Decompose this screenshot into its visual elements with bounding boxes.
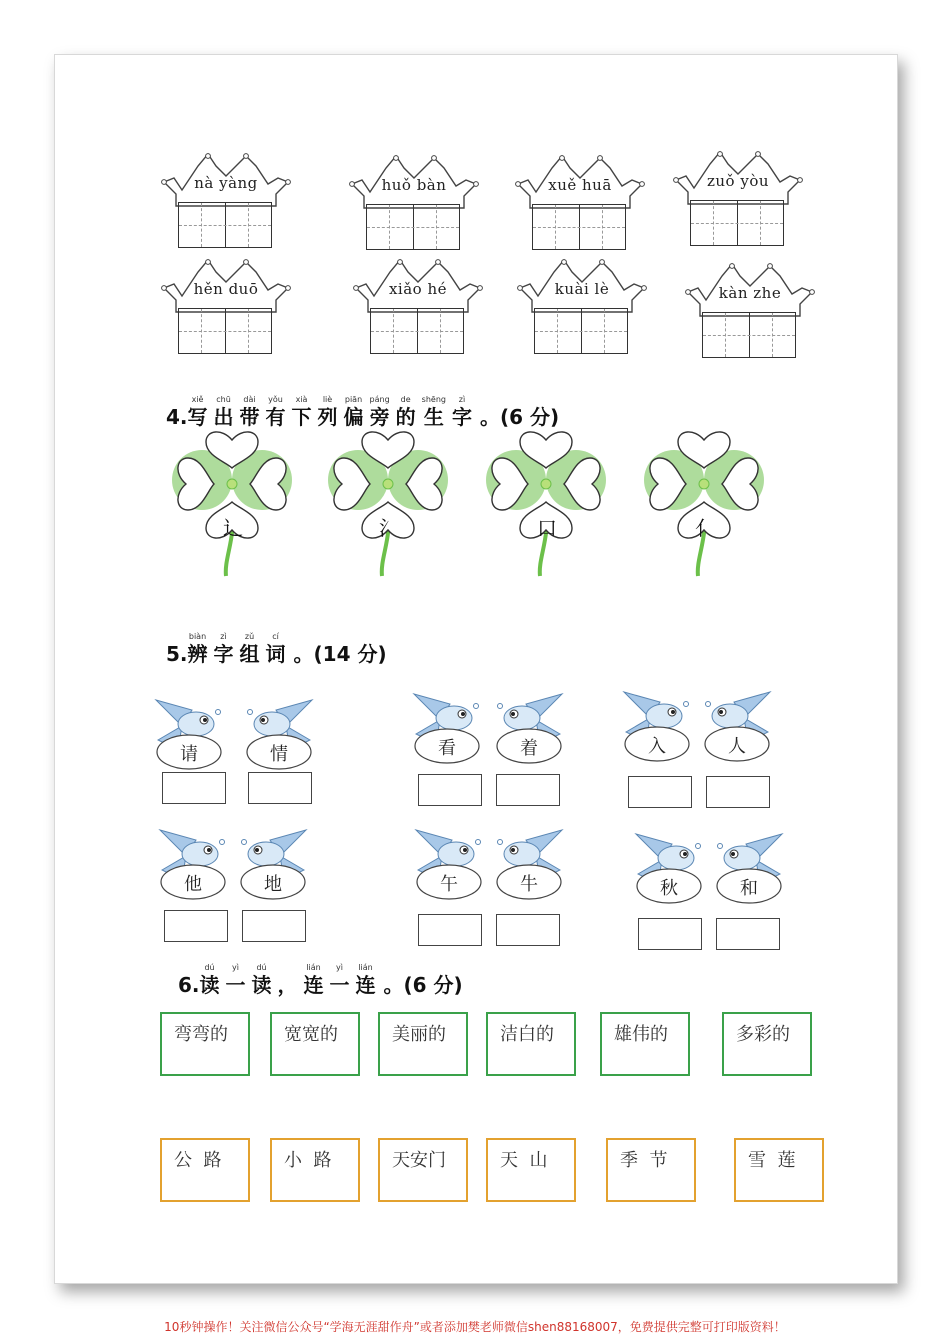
pinyin-crown <box>514 154 646 264</box>
heading-char <box>292 394 312 429</box>
fish-hanzi: 人 <box>728 736 746 757</box>
adjective-box[interactable] <box>722 1012 812 1076</box>
heading-char <box>240 631 260 666</box>
fish-hanzi: 情 <box>270 744 288 765</box>
char-hanzi: 带 <box>239 405 260 429</box>
adjective-text: 弯弯的 <box>174 1024 228 1045</box>
radical-label: 氵 <box>379 516 399 540</box>
writing-grid[interactable] <box>690 200 784 246</box>
char-pinyin: dú <box>256 963 267 972</box>
heading-char <box>344 394 364 429</box>
section-5-heading <box>164 631 387 666</box>
fish-hanzi: 午 <box>440 874 458 895</box>
heading-char <box>188 394 208 429</box>
char-hanzi: 读 <box>199 973 220 997</box>
noun-text: 天 山 <box>500 1150 548 1171</box>
char-pinyin: liè <box>322 395 333 404</box>
noun-box[interactable] <box>606 1138 696 1202</box>
pinyin-crown <box>160 152 292 262</box>
crown-pinyin: zuǒ yòu <box>706 172 770 190</box>
char-hanzi: 一 <box>225 973 246 997</box>
writing-grid[interactable] <box>702 312 796 358</box>
char-pinyin: dài <box>243 395 256 404</box>
char-hanzi: 字 <box>451 405 472 429</box>
fish-hanzi: 着 <box>520 738 538 759</box>
heading-char <box>304 962 324 997</box>
answer-box[interactable] <box>418 914 482 946</box>
pinyin-crown <box>684 262 816 372</box>
section-4-heading <box>164 394 559 429</box>
char-pinyin: de <box>400 395 411 404</box>
heading-char <box>396 394 416 429</box>
fish-character <box>632 830 706 910</box>
section-6-heading <box>176 962 463 997</box>
answer-box[interactable] <box>716 918 780 950</box>
heading-char <box>188 631 208 666</box>
heading-char <box>452 394 472 429</box>
noun-text: 天安门 <box>392 1150 446 1171</box>
crown-pinyin: kàn zhe <box>718 284 782 302</box>
adjective-box[interactable] <box>160 1012 250 1076</box>
section-number: 6. <box>178 973 200 997</box>
answer-box[interactable] <box>418 774 482 806</box>
char-hanzi: 写 <box>187 405 208 429</box>
fish-hanzi: 看 <box>438 738 456 759</box>
char-pinyin: lián <box>358 963 373 972</box>
char-pinyin: xià <box>295 395 308 404</box>
heading-char <box>252 962 272 997</box>
char-pinyin: lián <box>306 963 321 972</box>
pinyin-crown <box>352 258 484 368</box>
char-pinyin: cí <box>272 632 279 641</box>
char-pinyin: chū <box>216 395 231 404</box>
pinyin-crown <box>348 154 480 264</box>
writing-grid[interactable] <box>366 204 460 250</box>
char-pinyin: biàn <box>188 632 207 641</box>
char-pinyin: shēng <box>421 395 446 404</box>
answer-box[interactable] <box>242 910 306 942</box>
radical-label: 口 <box>537 516 557 540</box>
fish-hanzi: 他 <box>184 874 202 895</box>
char-pinyin: yì <box>336 963 343 972</box>
section-score: 。(6 分) <box>479 405 560 429</box>
char-pinyin: zì <box>220 632 227 641</box>
heading-char <box>214 631 234 666</box>
noun-box[interactable] <box>160 1138 250 1202</box>
char-hanzi: 列 <box>317 405 338 429</box>
heading-char <box>370 394 390 429</box>
char-pinyin: piān <box>344 395 363 404</box>
answer-box[interactable] <box>248 772 312 804</box>
fish-character <box>242 696 316 776</box>
pinyin-crown <box>672 150 804 260</box>
char-pinyin: xiě <box>191 395 204 404</box>
pinyin-crown <box>516 258 648 368</box>
char-hanzi: 生 <box>423 405 444 429</box>
answer-box[interactable] <box>638 918 702 950</box>
char-pinyin: páng <box>369 395 390 404</box>
heading-char <box>240 394 260 429</box>
char-hanzi: 的 <box>395 405 416 429</box>
fish-character <box>236 826 310 906</box>
adjective-text: 雄伟的 <box>614 1024 668 1045</box>
section-number: 5. <box>166 642 188 666</box>
adjective-text: 多彩的 <box>736 1024 790 1045</box>
char-hanzi: 连 <box>303 973 324 997</box>
fish-character <box>152 696 226 776</box>
char-pinyin: zì <box>458 395 466 404</box>
noun-box[interactable] <box>486 1138 576 1202</box>
fish-character <box>712 830 786 910</box>
adjective-text: 美丽的 <box>392 1024 446 1045</box>
noun-text: 季 节 <box>620 1150 668 1171</box>
adjective-box[interactable] <box>378 1012 468 1076</box>
crown-pinyin: nà yàng <box>194 174 258 192</box>
char-hanzi: ， <box>277 973 298 997</box>
char-hanzi: 字 <box>213 642 234 666</box>
adjective-box[interactable] <box>486 1012 576 1076</box>
section-score: 。(6 分) <box>383 973 463 997</box>
char-hanzi: 旁 <box>369 405 390 429</box>
writing-grid[interactable] <box>370 308 464 354</box>
heading-char <box>356 962 376 997</box>
radical-label: 亻 <box>695 516 715 540</box>
answer-box[interactable] <box>162 772 226 804</box>
fish-character <box>412 826 486 906</box>
fish-character <box>620 688 694 768</box>
char-hanzi: 词 <box>265 642 286 666</box>
clover <box>322 428 452 578</box>
answer-box[interactable] <box>628 776 692 808</box>
writing-grid[interactable] <box>178 308 272 354</box>
adjective-text: 宽宽的 <box>284 1024 338 1045</box>
footer-notice: 10秒钟操作！关注微信公众号“学海无涯甜作舟”或者添加樊老师微信shen88168007，免费提供完整可打印版资料！ <box>164 1320 786 1334</box>
heading-char <box>200 962 220 997</box>
fish-character <box>492 826 566 906</box>
noun-box[interactable] <box>734 1138 824 1202</box>
char-pinyin: zǔ <box>244 632 255 641</box>
writing-grid[interactable] <box>534 308 628 354</box>
char-hanzi: 连 <box>355 973 376 997</box>
adjective-box[interactable] <box>270 1012 360 1076</box>
clover <box>166 428 296 578</box>
answer-box[interactable] <box>164 910 228 942</box>
noun-text: 小 路 <box>284 1150 332 1171</box>
heading-char <box>266 394 286 429</box>
crown-pinyin: kuài lè <box>554 280 610 298</box>
answer-box[interactable] <box>496 774 560 806</box>
answer-box[interactable] <box>706 776 770 808</box>
fish-hanzi: 地 <box>264 874 282 895</box>
writing-grid[interactable] <box>532 204 626 250</box>
crown-pinyin: xuě huā <box>548 176 612 194</box>
noun-box[interactable] <box>270 1138 360 1202</box>
adjective-box[interactable] <box>600 1012 690 1076</box>
char-pinyin: dú <box>204 963 215 972</box>
noun-box[interactable] <box>378 1138 468 1202</box>
crown-pinyin: huǒ bàn <box>381 176 447 194</box>
noun-text: 雪 莲 <box>748 1150 796 1171</box>
char-hanzi: 有 <box>265 405 286 429</box>
fish-hanzi: 请 <box>180 744 198 765</box>
fish-character <box>410 690 484 770</box>
heading-char <box>318 394 338 429</box>
char-pinyin: yǒu <box>268 395 283 404</box>
char-hanzi: 组 <box>239 642 260 666</box>
fish-hanzi: 秋 <box>660 878 678 899</box>
char-hanzi: 出 <box>213 405 234 429</box>
char-hanzi: 偏 <box>343 405 364 429</box>
clover <box>480 428 610 578</box>
section-number: 4. <box>166 405 188 429</box>
heading-char <box>278 962 298 997</box>
char-hanzi: 读 <box>251 973 272 997</box>
noun-text: 公 路 <box>174 1150 222 1171</box>
crown-pinyin: xiǎo hé <box>388 280 448 298</box>
heading-char <box>226 962 246 997</box>
char-pinyin <box>278 962 298 973</box>
fish-hanzi: 和 <box>740 878 758 899</box>
section-score: 。(14 分) <box>293 642 387 666</box>
answer-box[interactable] <box>496 914 560 946</box>
heading-char <box>422 394 446 429</box>
char-pinyin: yì <box>232 963 239 972</box>
heading-char <box>214 394 234 429</box>
heading-char <box>266 631 286 666</box>
crown-pinyin: hěn duō <box>193 280 259 298</box>
char-hanzi: 下 <box>291 405 312 429</box>
heading-char <box>330 962 350 997</box>
clover <box>638 428 768 578</box>
writing-grid[interactable] <box>178 202 272 248</box>
fish-character <box>700 688 774 768</box>
fish-hanzi: 入 <box>648 736 666 757</box>
char-hanzi: 一 <box>329 973 350 997</box>
char-hanzi: 辨 <box>187 642 208 666</box>
pinyin-crown <box>160 258 292 368</box>
fish-hanzi: 牛 <box>520 874 538 895</box>
adjective-text: 洁白的 <box>500 1024 554 1045</box>
fish-character <box>156 826 230 906</box>
radical-label: 辶 <box>223 516 243 540</box>
fish-character <box>492 690 566 770</box>
